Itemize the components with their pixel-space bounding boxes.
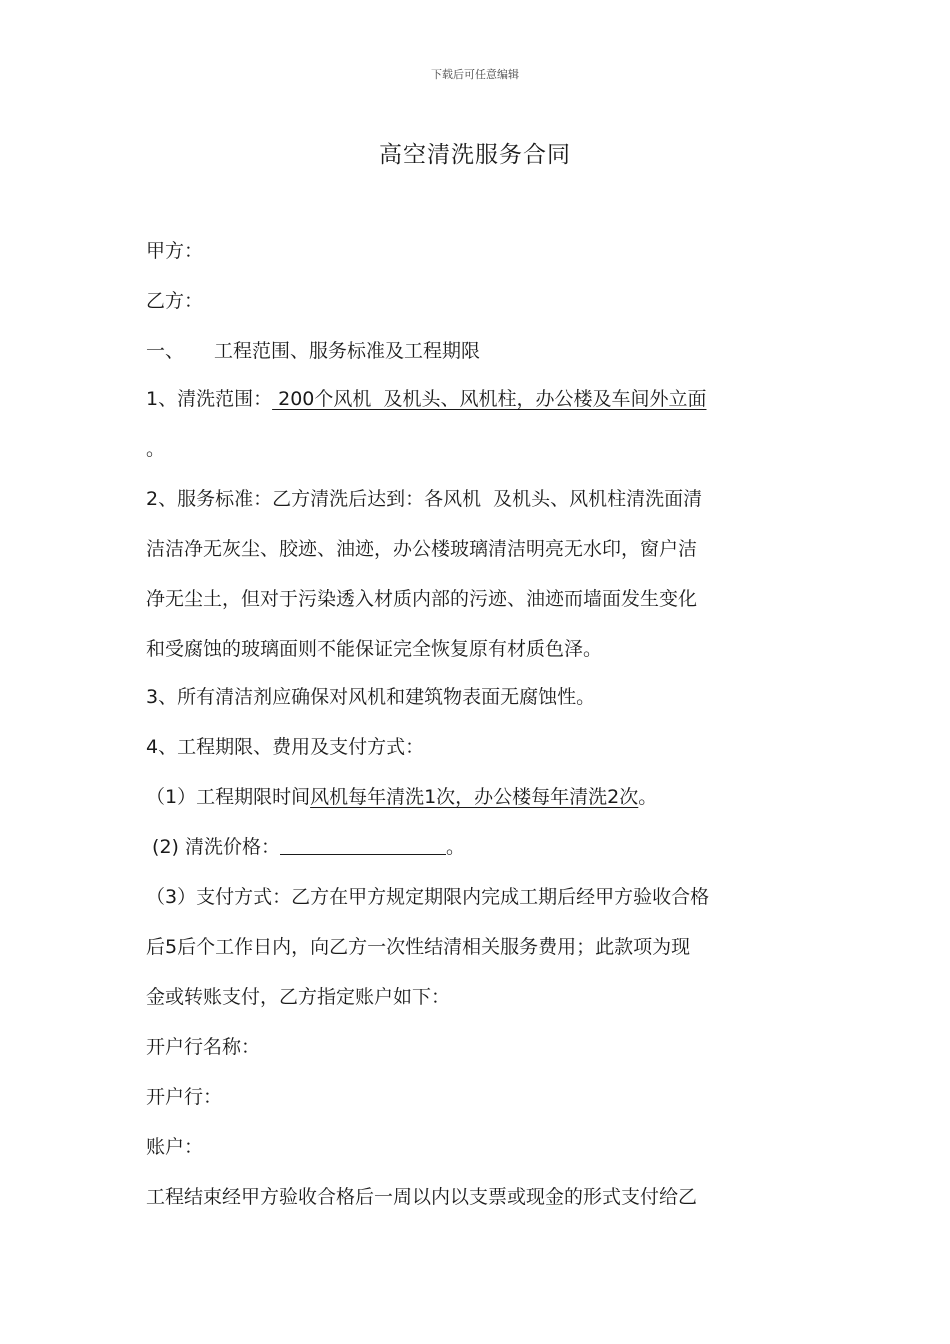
section-title: 工程范围、服务标准及工程期限 <box>214 340 481 362</box>
party-b-label: 乙方： <box>146 290 204 312</box>
item-3: 3、所有清洁剂应确保对风机和建筑物表面无腐蚀性。 <box>146 686 596 708</box>
item-2-line: 2、服务标准：乙方清洗后达到：各风机 及机头、风机柱清洗面清 <box>146 488 703 510</box>
item-2-line: 洁洁净无灰尘、胶迹、油迹，办公楼玻璃清洁明亮无水印，窗户洁 <box>146 538 698 560</box>
item-1-prefix: 1、清洗范围： <box>146 388 273 410</box>
item-1-scope: 200个风机 及机头、风机柱，办公楼及车间外立面 <box>272 388 707 410</box>
account-label: 账户： <box>146 1136 204 1158</box>
sub-item-3-line: 金或转账支付，乙方指定账户如下： <box>146 986 451 1008</box>
item-2-line: 净无尘土，但对于污染透入材质内部的污迹、油迹而墙面发生变化 <box>146 588 698 610</box>
sub-item-3-line: （3）支付方式：乙方在甲方规定期限内完成工期后经甲方验收合格 <box>146 886 710 908</box>
closing-paragraph: 工程结束经甲方验收合格后一周以内以支票或现金的形式支付给乙 <box>146 1186 698 1208</box>
header-note: 下载后可任意编辑 <box>431 68 519 81</box>
sub-item-1-prefix: （1）工程期限时间 <box>146 786 311 808</box>
party-a-label: 甲方： <box>146 240 204 262</box>
item-1-suffix: 。 <box>146 438 166 460</box>
item-2-line: 和受腐蚀的玻璃面则不能保证完全恢复原有材质色泽。 <box>146 638 603 660</box>
section-heading <box>146 338 480 364</box>
section-number: 一、 <box>146 340 185 362</box>
bank-label: 开户行： <box>146 1086 223 1108</box>
sub-item-2-prefix: (2) 清洗价格： <box>146 836 280 858</box>
document-title: 高空清洗服务合同 <box>379 142 571 168</box>
account-name-label: 开户行名称： <box>146 1036 261 1058</box>
sub-item-2 <box>146 834 465 860</box>
item-4: 4、工程期限、费用及支付方式： <box>146 736 425 758</box>
sub-item-1-period: 风机每年清洗1次，办公楼每年清洗2次 <box>310 786 639 808</box>
sub-item-3-line: 后5后个工作日内，向乙方一次性结清相关服务费用；此款项为现 <box>146 936 691 958</box>
item-1 <box>146 386 706 412</box>
price-blank <box>280 834 446 855</box>
sub-item-2-suffix: 。 <box>446 836 466 858</box>
sub-item-1-suffix: 。 <box>638 786 658 808</box>
sub-item-1 <box>146 784 657 810</box>
